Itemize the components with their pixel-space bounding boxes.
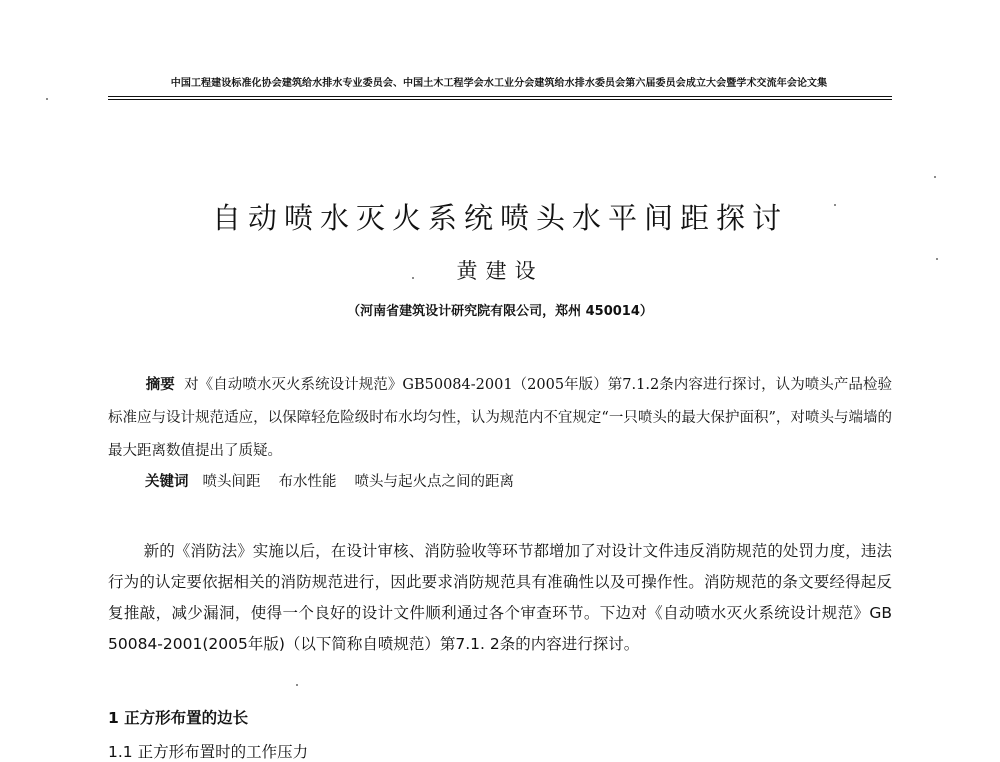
scan-speck (834, 204, 836, 206)
keyword-item: 布水性能 (278, 474, 337, 490)
keyword-item: 喷头与起火点之间的距离 (354, 474, 514, 490)
header-rule (108, 96, 892, 97)
paper-title: 自动喷水灭火系统喷头水平间距探讨 (211, 201, 788, 235)
scan-speck (934, 176, 936, 178)
running-header: 中国工程建设标准化协会建筑给水排水专业委员会、中国土木工程学会水工业分会建筑给水排水委员会第六届委员会成立大会暨学术交流年会论文集 (170, 78, 828, 89)
subsection-heading: 1.1 正方形布置时的工作压力 (108, 743, 309, 761)
body-paragraph: 新的《消防法》实施以后，在设计审核、消防验收等环节都增加了对设计文件违反消防规范的处罚力度，违法行为的认定要依据相关的消防规范进行，因此要求消防规范具有准确性以及可操作性。消防规范的条文要经得起反复推敲，减少漏洞，使得一个良好的设计文件顺利通过各个审查环节。下边对《自动喷水灭火系统设计规范》GB 50084-2001(2005年版)（以下简称自喷规范）第7.1. 2条的内容进行探讨。 (108, 542, 892, 653)
keyword-item: 喷头间距 (202, 474, 261, 490)
author-name: 黄建设 (456, 259, 544, 283)
abstract-label: 摘要 (145, 377, 175, 393)
abstract (108, 369, 892, 468)
author-affiliation: （河南省建筑设计研究院有限公司，郑州 450014） (347, 304, 653, 319)
keywords-label: 关键词 (145, 474, 189, 490)
scan-speck (46, 98, 48, 100)
abstract-text: 对《自动喷水灭火系统设计规范》GB50084-2001（2005年版）第7.1.2条内容进行探讨，认为喷头产品检验标准应与设计规范适应，以保障轻危险级时布水均匀性，认为规范内不宜规定“一只喷头的最大保护面积”，对喷头与端墙的最大距离数值提出了质疑。 (108, 377, 893, 459)
keywords (145, 469, 885, 495)
scan-speck (296, 684, 298, 686)
header-rule-thin (108, 99, 892, 100)
scan-speck (936, 258, 938, 260)
section-heading: 1 正方形布置的边长 (108, 709, 249, 727)
scan-speck (412, 277, 414, 279)
